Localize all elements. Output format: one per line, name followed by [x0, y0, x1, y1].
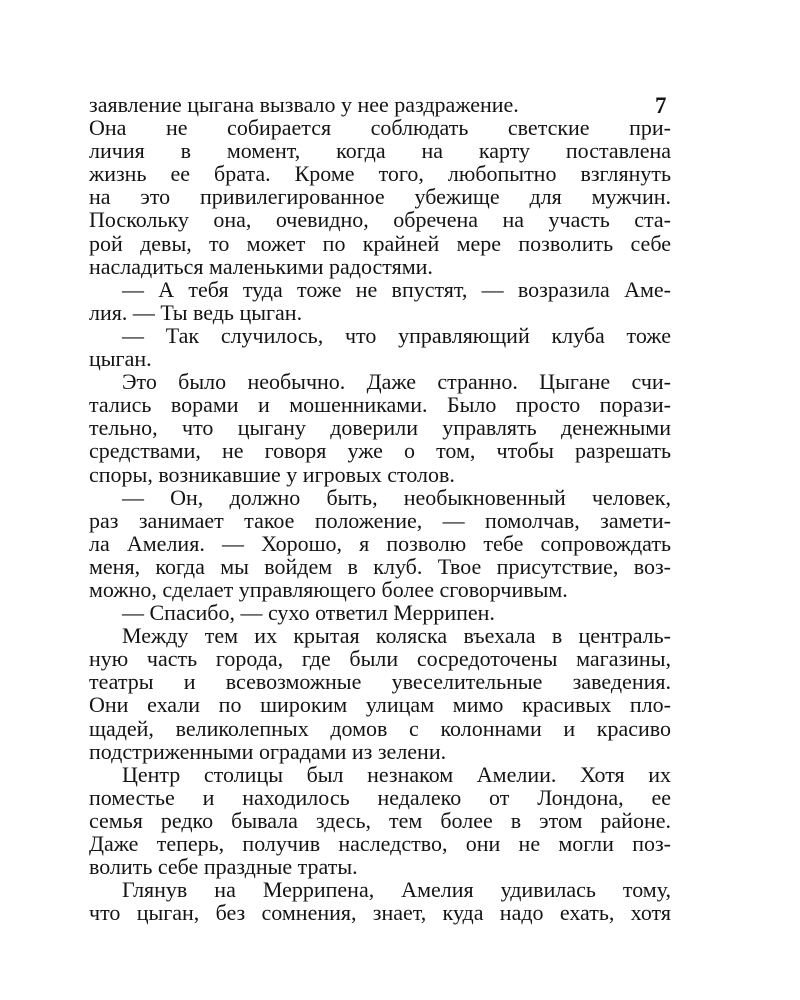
text-line: средствами, не говоря уже о том, чтобы разрешать [89, 438, 671, 464]
text-line: — Так случилось, что управляющий клуба тоже [122, 322, 671, 348]
text-line: заявление цыгана вызвало у нее раздражение. [89, 92, 519, 117]
text-line: — Спасибо, — сухо ответил Меррипен. [122, 600, 495, 626]
text-line: цыган. [89, 346, 152, 372]
text-line: личия в момент, когда на карту поставлена [89, 138, 671, 164]
text-line: на это привилегированное убежище для мужчин. [89, 184, 671, 210]
text-line: раз занимает такое положение, — помолчав, замети- [89, 507, 671, 533]
text-line: тельно, что цыгану доверили управлять денежными [89, 415, 671, 441]
text-line: поместье и находилось недалеко от Лондона, ее [89, 784, 671, 810]
text-line: Центр столицы был незнаком Амелии. Хотя их [122, 761, 671, 787]
text-line: Они ехали по широким улицам мимо красивых пло- [89, 692, 671, 718]
text-line: Поскольку она, очевидно, обречена на участь ста- [89, 207, 671, 233]
text-line: ла Амелия. — Хорошо, я позволю тебе сопровождать [89, 530, 671, 556]
text-line: что цыган, без сомнения, знает, куда надо ехать, хотя [89, 900, 671, 926]
text-line: волить себе праздные траты. [89, 854, 358, 880]
text-line: споры, возникавшие у игровых столов. [89, 461, 455, 487]
text-line: Даже теперь, получив наследство, они не могли поз- [89, 831, 671, 856]
text-line: можно, сделает управляющего более сговорчивым. [89, 576, 568, 602]
text-line: жизнь ее брата. Кроме того, любопытно взглянуть [89, 161, 671, 187]
text-line: тались ворами и мошенниками. Было просто порази- [89, 392, 671, 418]
text-line: насладиться маленькими радостями. [89, 253, 433, 279]
text-line: ную часть города, где были сосредоточены магазины, [89, 646, 671, 672]
page-number: 7 [655, 93, 667, 118]
text-line: Между тем их крытая коляска въехала в централь- [122, 623, 671, 649]
text-line: — Он, должно быть, необыкновенный человек, [122, 484, 671, 510]
body-text [89, 93, 671, 924]
text-line: подстриженными оградами из зелени. [89, 738, 447, 764]
text-line: Она не собирается соблюдать светские при- [89, 115, 671, 141]
text-line: лия. — Ты ведь цыган. [89, 299, 303, 325]
text-line: щадей, великолепных домов с колоннами и красиво [89, 715, 671, 741]
text-line: семья редко бывала здесь, тем более в этом районе. [89, 807, 671, 833]
text-line: Глянув на Меррипена, Амелия удивилась тому, [122, 877, 671, 903]
text-line: меня, когда мы войдем в клуб. Твое присутствие, воз- [89, 553, 671, 579]
text-line: театры и всевозможные увеселительные заведения. [89, 669, 671, 695]
text-line: рой девы, то может по крайней мере позволить себе [89, 230, 671, 256]
text-line: — А тебя туда тоже не впустят, — возразила Аме- [122, 276, 671, 302]
text-line: Это было необычно. Даже странно. Цыгане счи- [122, 369, 671, 395]
